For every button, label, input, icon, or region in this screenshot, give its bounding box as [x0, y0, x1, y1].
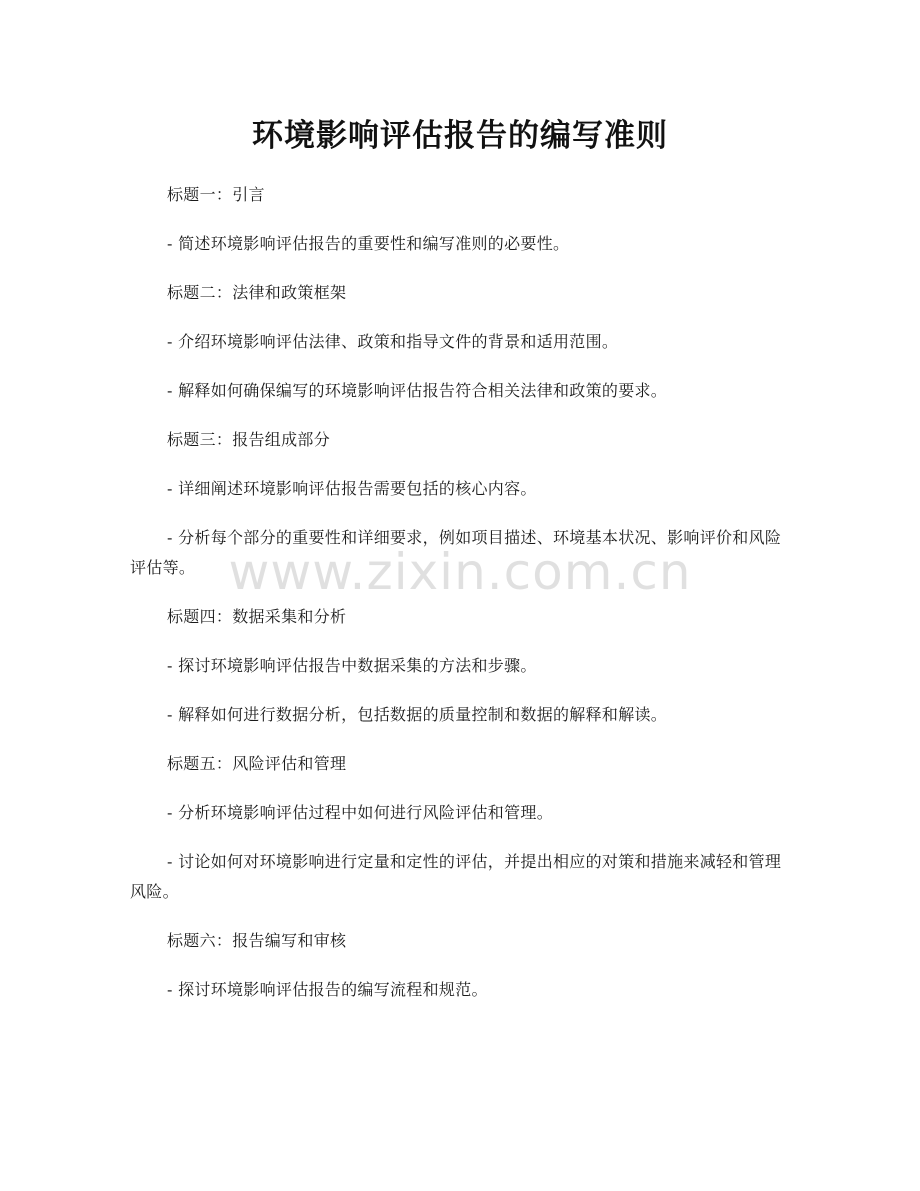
heading-legal-framework: 标题二：法律和政策框架 — [167, 283, 347, 302]
body-paragraph: - 讨论如何对环境影响进行定量和定性的评估，并提出相应的对策和措施来减轻和管理风险。 — [130, 852, 782, 901]
heading-data-collection: 标题四：数据采集和分析 — [167, 607, 347, 626]
body-paragraph: - 详细阐述环境影响评估报告需要包括的核心内容。 — [167, 479, 537, 498]
document-title: 环境影响评估报告的编写准则 — [252, 118, 668, 154]
document-body — [130, 180, 790, 1024]
heading-report-writing: 标题六：报告编写和审核 — [167, 931, 347, 950]
body-paragraph: - 分析环境影响评估过程中如何进行风险评估和管理。 — [167, 803, 553, 822]
heading-report-components: 标题三：报告组成部分 — [167, 430, 331, 449]
body-paragraph: - 探讨环境影响评估报告的编写流程和规范。 — [167, 980, 488, 999]
body-paragraph: - 解释如何确保编写的环境影响评估报告符合相关法律和政策的要求。 — [167, 381, 668, 400]
body-paragraph: - 探讨环境影响评估报告中数据采集的方法和步骤。 — [167, 656, 537, 675]
body-paragraph: - 分析每个部分的重要性和详细要求，例如项目描述、环境基本状况、影响评价和风险评估等。 — [130, 528, 782, 577]
body-paragraph: - 解释如何进行数据分析，包括数据的质量控制和数据的解释和解读。 — [167, 705, 668, 724]
body-paragraph: - 简述环境影响评估报告的重要性和编写准则的必要性。 — [167, 234, 570, 253]
watermark: www.zixin.com.cn — [228, 543, 692, 601]
heading-introduction: 标题一：引言 — [167, 185, 265, 204]
body-paragraph: - 介绍环境影响评估法律、政策和指导文件的背景和适用范围。 — [167, 332, 619, 351]
heading-risk-assessment: 标题五：风险评估和管理 — [167, 754, 347, 773]
